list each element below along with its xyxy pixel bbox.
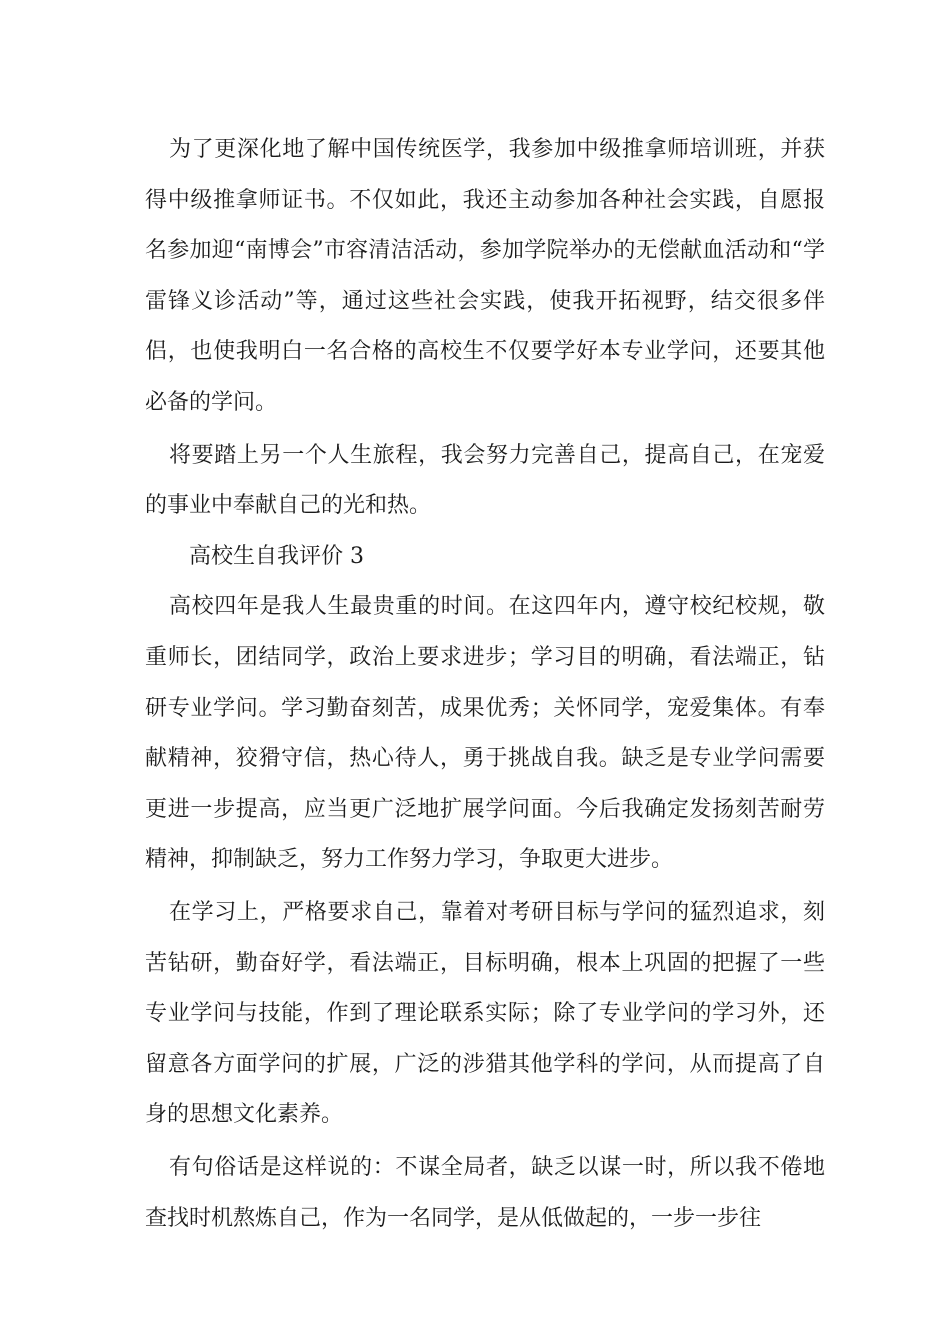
paragraph-study: 在学习上，严格要求自己，靠着对考研目标与学问的猛烈追求，刻苦钻研，勤奋好学，看法端正，目标明确，根本上巩固的把握了一些专业学问与技能，作到了理论联系实际；除了专业学问的学习外，还留意各方面学问的扩展，广泛的涉猎其他学科的学问，从而提高了自身的思想文化素养。 [145,899,825,1128]
paragraph-four-years: 高校四年是我人生最贵重的时间。在这四年内，遵守校纪校规，敬重师长，团结同学，政治上要求进步；学习目的明确，看法端正，钻研专业学问。学习勤奋刻苦，成果优秀；关怀同学，宠爱集体。有奉献精神，狡猾守信，热心待人，勇于挑战自我。缺乏是专业学问需要更进一步提高，应当更广泛地扩展学问面。今后我确定发扬刻苦耐劳精神，抑制缺乏，努力工作努力学习，争取更大进步。 [145,594,825,873]
document-body [145,125,825,1244]
paragraph-tcm-training: 为了更深化地了解中国传统医学，我参加中级推拿师培训班，并获得中级推拿师证书。不仅如此，我还主动参加各种社会实践，自愿报名参加迎“南博会”市容清洁活动，参加学院举办的无偿献血活动和“学雷锋义诊活动”等，通过这些社会实践，使我开拓视野，结交很多伴侣，也使我明白一名合格的高校生不仅要学好本专业学问，还要其他必备的学问。 [145,137,825,415]
section-heading: 高校生自我评价 3 [189,543,364,569]
paragraph-future-journey: 将要踏上另一个人生旅程，我会努力完善自己，提高自己，在宠爱的事业中奉献自己的光和热。 [145,442,825,519]
paragraph-proverb: 有句俗话是这样说的：不谋全局者，缺乏以谋一时，所以我不倦地查找时机熬炼自己，作为一名同学，是从低做起的，一步一步往 [145,1154,825,1231]
